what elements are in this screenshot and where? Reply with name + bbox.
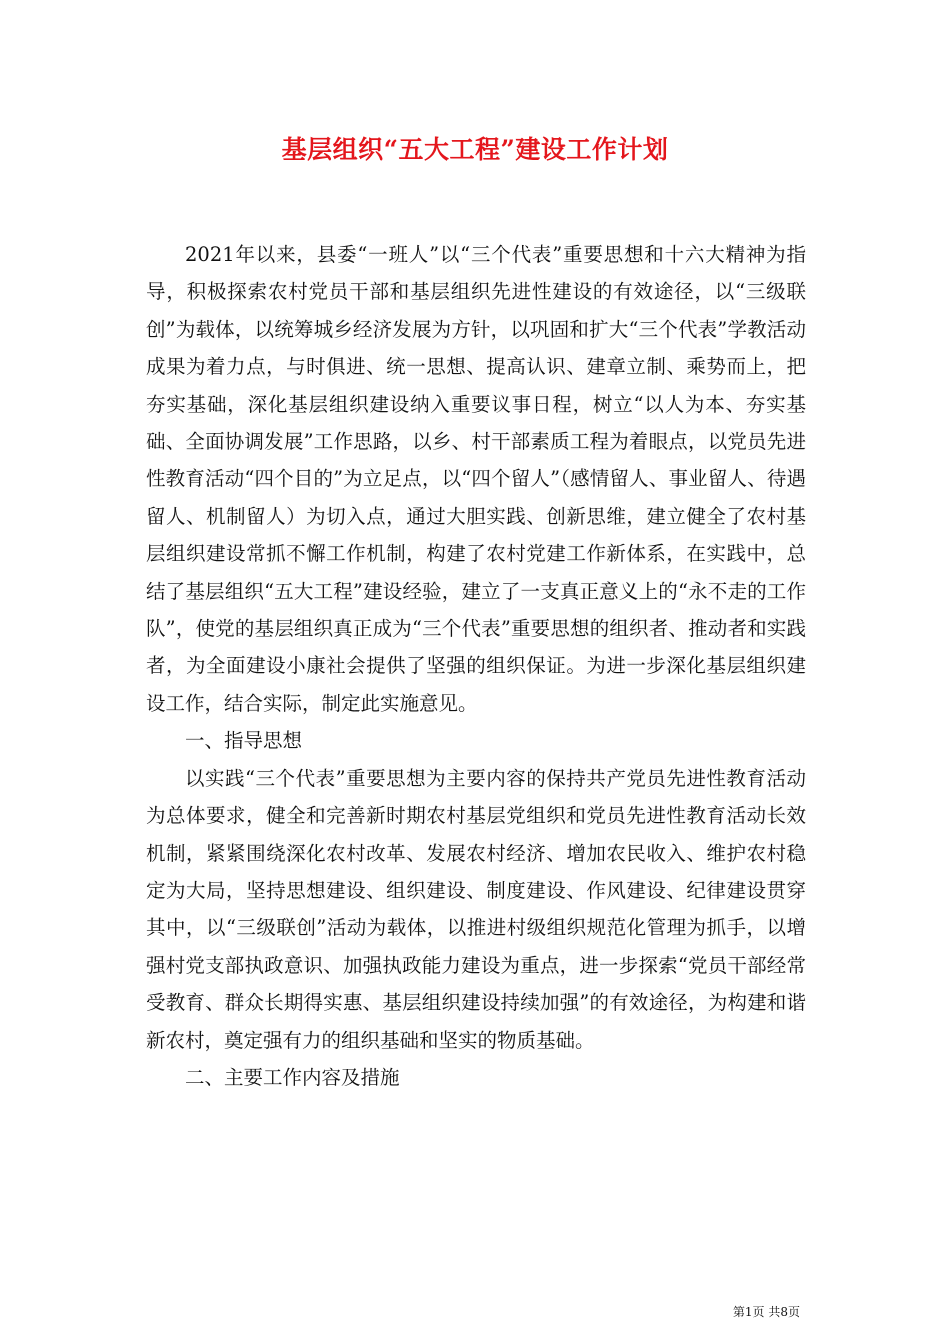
- document-body: [146, 236, 806, 1096]
- section-heading-main-work: 二、主要工作内容及措施: [185, 1065, 400, 1089]
- page-number-footer: 第1页 共8页: [732, 1305, 800, 1319]
- section-heading-guiding-ideology: 一、指导思想: [185, 729, 303, 753]
- document-title: 基层组织“五大工程”建设工作计划: [281, 135, 669, 164]
- intro-paragraph: 2021年以来，县委“一班人”以“三个代表”重要思想和十六大精神为指导，积极探索农村党员干部和基层组织先进性建设的有效途径，以“三级联创”为载体，以统筹城乡经济发展为方针，以巩固和扩大“三个代表”学教活动成果为着力点，与时俱进、统一思想、提高认识、建章立制、乘势而上，把夯实基础，深化基层组织建设纳入重要议事日程，树立“以人为本、夯实基础、全面协调发展”工作思路，以乡、村干部素质工程为着眼点，以党员先进性教育活动“四个目的”为立足点，以“四个留人”（感情留人、事业留人、待遇留人、机制留人）为切入点，通过大胆实践、创新思维，建立健全了农村基层组织建设常抓不懈工作机制，构建了农村党建工作新体系，在实践中，总结了基层组织“五大工程”建设经验，建立了一支真正意义上的“永不走的工作队”，使党的基层组织真正成为“三个代表”重要思想的组织者、推动者和实践者，为全面建设小康社会提供了坚强的组织保证。为进一步深化基层组织建设工作，结合实际，制定此实施意见。: [146, 243, 806, 715]
- guiding-ideology-paragraph: 以实践“三个代表”重要思想为主要内容的保持共产党员先进性教育活动为总体要求，健全和完善新时期农村基层党组织和党员先进性教育活动长效机制，紧紧围绕深化农村改革、发展农村经济、增加农民收入、维护农村稳定为大局，坚持思想建设、组织建设、制度建设、作风建设、纪律建设贯穿其中，以“三级联创”活动为载体，以推进村级组织规范化管理为抓手，以增强村党支部执政意识、加强执政能力建设为重点，进一步探索“党员干部经常受教育、群众长期得实惠、基层组织建设持续加强”的有效途径，为构建和谐新农村，奠定强有力的组织基础和坚实的物质基础。: [146, 766, 806, 1052]
